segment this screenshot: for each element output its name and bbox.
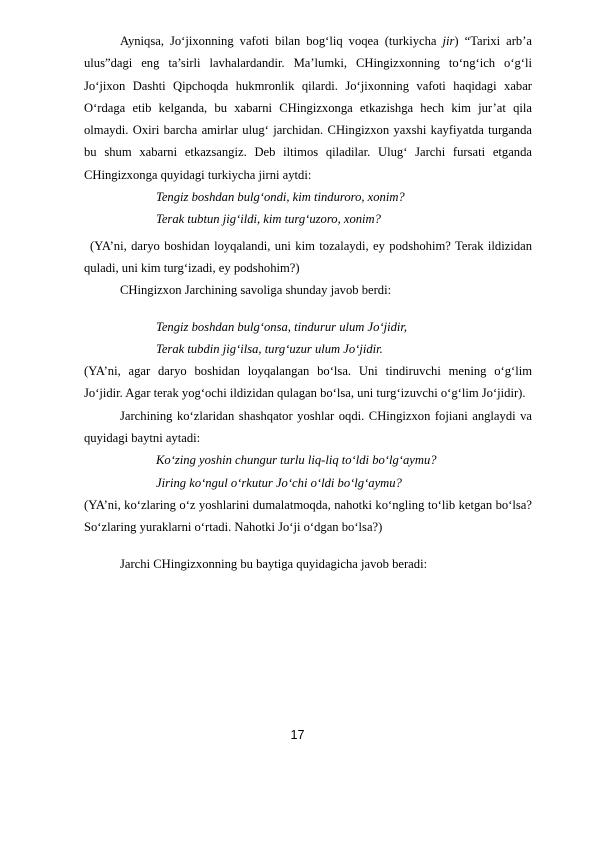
document-body [84, 30, 532, 575]
paragraph-translation1: (YA’ni, daryo boshidan loyqalandi, uni kim tozalaydi, ey podshohim? Terak ildizidan quladi, uni kim turg‘izadi, ey podshohim?) [84, 238, 532, 275]
paragraph-translation3: (YA’ni, ko‘zlaring o‘z yoshlarini dumalatmoqda, nahotki ko‘ngling to‘lib ketgan bo‘lsa? So‘zlaring yuraklarni o‘rtadi. Nahotki Jo‘ji o‘dgan bo‘lsa?) [84, 497, 532, 535]
verse2-line1: Tengiz boshdan bulg‘onsa, tindurur ulum Jo‘jidir, [156, 319, 408, 334]
page-number: 17 [290, 728, 305, 742]
paragraph-intro-start: Ayniqsa, Jo‘jixonning vafoti bilan bog‘liq voqea (turkiycha [120, 34, 443, 48]
verse3-line2: Jiring ko‘ngul o‘rkutur Jo‘chi o‘ldi bo‘lg‘aymu? [156, 475, 402, 490]
term-jir: jir [442, 34, 455, 48]
verse1-line1: Tengiz boshdan bulg‘ondi, kim tinduroro, xonim? [156, 190, 405, 205]
paragraph-closing: Jarchi CHingizxonning bu baytiga quyidagicha javob beradi: [120, 556, 428, 571]
verse1-line2: Terak tubtun jig‘ildi, kim turg‘uzoro, xonim? [156, 212, 381, 227]
spacer [84, 539, 532, 553]
paragraph-intro [84, 30, 532, 186]
paragraph-answer-intro: CHingizxon Jarchining savoliga shunday javob berdi: [120, 283, 392, 298]
verse3-line1: Ko‘zing yoshin chungur turlu liq-liq to‘ldi bo‘lg‘aymu? [156, 453, 437, 468]
spacer [84, 302, 532, 316]
verse2-line2: Terak tubdin jig‘ilsa, turg‘uzur ulum Jo‘jidir. [156, 341, 383, 356]
paragraph-translation2: (YA’ni, agar daryo boshidan loyqalangan bo‘lsa. Uni tindiruvchi mening o‘g‘lim Jo‘jidir. Agar terak yog‘ochi ildizidan qulagan bo‘lsa, uni turg‘izuvchi o‘g‘lim Jo‘jidir). [84, 364, 532, 401]
paragraph-tears: Jarchining ko‘zlaridan shashqator yoshlar oqdi. CHingizxon fojiani anglaydi va quyidagi baytni aytadi: [84, 408, 532, 446]
paragraph-intro-end: ) “Tarixi arb’a ulus”dagi eng ta’sirli lavhalardandir. Ma’lumki, CHingizxonning to‘ng‘ich o‘g‘li Jo‘jixon Dashti Qipchoqda hukmronlik qilardi. Jo‘jixonning vafoti haqidagi xabar O‘rdaga etib kelganda, bu xabarni CHingizxonga etkazishga hech kim jur’at qila olmaydi. Oxiri barcha amirlar ulug‘ jarchidan. CHingizxon yaxshi kayfiyatda turganda bu shum xabarni etkazsangiz. Deb iltimos qiladilar. Ulug‘ Jarchi fursati etganda CHingizxonga quyidagi turkiycha jirni aytdi: [84, 34, 532, 182]
